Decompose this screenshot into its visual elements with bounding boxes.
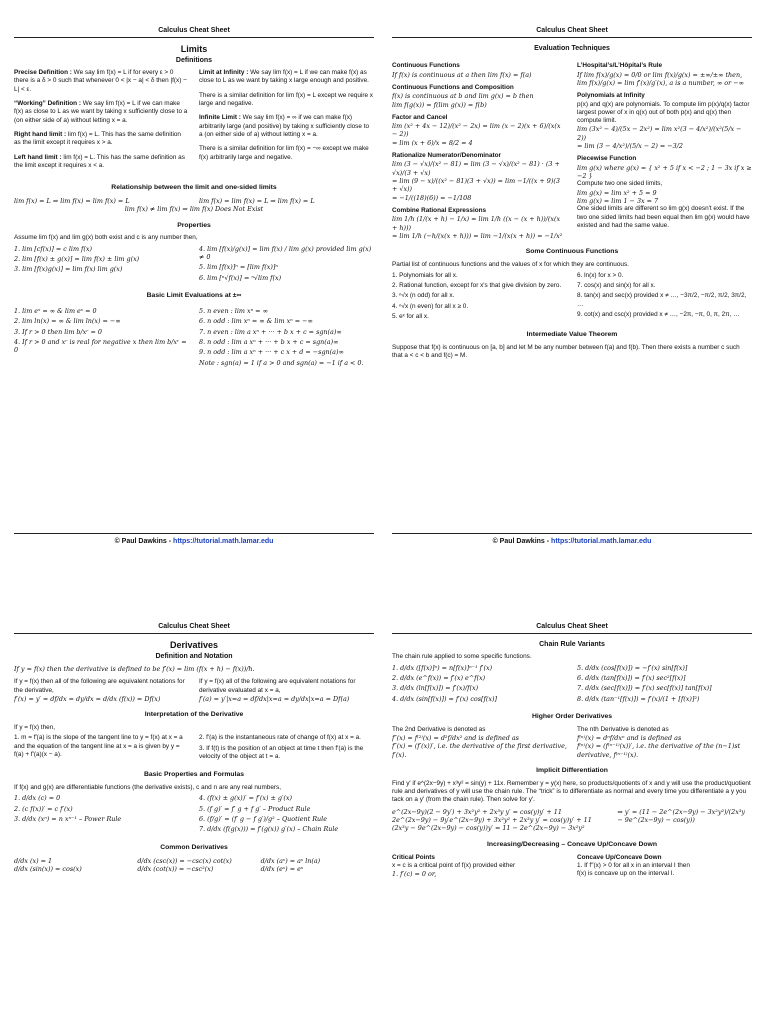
list-item: 5. (f g)′ = f′ g + f g′ – Product Rule <box>199 804 311 813</box>
section-heading: Implicit Differentiation <box>536 766 608 774</box>
subsection-heading: Concave Up/Concave Down <box>577 853 662 861</box>
list-item: 1. m = f′(a) is the slope of the tangent line to y = f(x) at x = a and the equation of the tangent line at x = a is given by y = f(a) + f′(a)(x − a). <box>14 734 183 758</box>
implicit-text: Find y′ if e^(2x−9y) + x³y² = sin(y) + 11x. Remember y = y(x) here, so products/quotients of x and y will use the product/quotient rule and derivatives of y will use the chain rule. The “trick” is to differentiate as normal and every time you differentiate a y you tack on a y′ (from the chain rule). Then solve for y′. <box>392 779 751 804</box>
continuous-list-intro: Partial list of continuous functions and the values of x for which they are continuous. <box>392 261 629 269</box>
nth-derivative-def: f⁽ⁿ⁾(x) = (f⁽ⁿ⁻¹⁾(x))′, i.e. the derivative of the (n−1)st derivative, f⁽ⁿ⁻¹⁾(x). <box>577 742 741 759</box>
implicit-eq: (2x³y − 9e^(2x−9y) − cos(y))y′ = 11 − 2e^(2x−9y) − 3x²y² <box>392 824 585 833</box>
rationalize-eq: = −1/((18)(6)) = −1/108 <box>392 193 472 202</box>
list-item: 8. d/dx (tan⁻¹[f(x)]) = f′(x)/(1 + [f(x)]²) <box>577 694 700 703</box>
composition-eq: lim f(g(x)) = f(lim g(x)) = f(b) <box>392 100 487 109</box>
list-item: 3. d/dx (ln[f(x)]) = f′(x)/f(x) <box>392 684 479 693</box>
implicit-result: ⇒ y′ = (11 − 2e^(2x−9y) − 3x²y²)/(2x³y − 9e^(2x−9y) − cos(y)) <box>617 807 745 825</box>
relationship-block: lim f(x) = L ⇒ lim f(x) = lim f(x) = L lim f(x) = lim f(x) = L ⇒ lim f(x) = L <box>14 196 315 205</box>
implicit-eq: 2e^(2x−9y) − 9y′e^(2x−9y) + 3x²y² + 2x³y y′ = cos(y)y′ + 11 <box>392 816 592 825</box>
page-title: Derivatives <box>169 640 219 651</box>
factor-eq: lim (x² + 4x − 12)/(x² − 2x) = lim (x − 2)(x + 6)/(x(x − 2)) <box>392 122 561 139</box>
subsection-heading: Critical Points <box>392 853 435 861</box>
section-heading: Increasing/Decreasing – Concave Up/Concave Down <box>487 840 657 848</box>
list-item: 7. d/dx (sec[f(x)]) = f′(x) sec[f(x)] tan[f(x)] <box>577 684 712 693</box>
list-item: 1. d/dx (c) = 0 <box>14 794 61 803</box>
basic-limits-list <box>14 305 374 369</box>
page-evaluation-techniques <box>392 26 752 546</box>
list-item: 4. ⁿ√x (n even) for all x ≥ 0. <box>392 302 469 310</box>
list-item: 3. ⁿ√x (n odd) for all x. <box>392 292 455 300</box>
continuous-text: If f(x) is continuous at a then lim f(x) = f(a) <box>392 70 532 79</box>
footer-link[interactable]: https://tutorial.math.lamar.edu <box>551 537 652 545</box>
list-item: 7. cos(x) and sin(x) for all x. <box>577 281 656 289</box>
infinite-limit: Infinite Limit : We say lim f(x) = ∞ if we can make f(x) arbitrarily large (and positive) by taking x sufficiently close to a (on either side of a) without letting x = a. <box>199 114 370 138</box>
polynomial-eq: = lim (3 − 4/x²)/(5/x − 2) = −3/2 <box>577 142 683 151</box>
page-title: Chain Rule Variants <box>539 641 605 649</box>
list-item: 5. lim [f(x)]ⁿ = [lim f(x)]ⁿ <box>199 263 278 272</box>
basic-properties-list <box>14 792 374 835</box>
notation-right-eq: f′(a) = y′|x=a = df/dx|x=a = dy/dx|x=a = Df(a) <box>199 694 350 703</box>
critical-text: x = c is a critical point of f(x) provided either <box>392 861 516 869</box>
rationalize-eq: lim (3 − √x)/(x² − 81) = lim (3 − √x)/(x² − 81) · (3 + √x)/(3 + √x) <box>392 160 560 177</box>
notation-right: If y = f(x) all of the following are equivalent notations for derivative evaluated at x = a, <box>199 678 356 694</box>
section-heading: Higher Order Derivatives <box>531 712 613 720</box>
list-item: d/dx (x) = 1 <box>14 856 53 865</box>
page-title: Evaluation Techniques <box>534 45 610 53</box>
list-item: d/dx (eˣ) = eˣ <box>260 864 304 873</box>
nth-derivative-eq: f⁽ⁿ⁾(x) = dⁿf/dxⁿ and is defined as <box>577 733 682 742</box>
list-item: 4. lim [f(x)/g(x)] = lim f(x) / lim g(x) provided lim g(x) ≠ 0 <box>199 244 372 262</box>
section-heading: Relationship between the limit and one-sided limits <box>111 184 277 192</box>
section-heading: Interpretation of the Derivative <box>144 711 244 719</box>
list-item: 3. If r > 0 then lim b/xʳ = 0 <box>14 327 102 336</box>
list-item: 1. f′(c) = 0 or, <box>392 870 437 879</box>
notation-left-eq: f′(x) = y′ = df/dx = dy/dx = d/dx (f(x)) = Df(x) <box>14 694 161 703</box>
chain-rule-intro: The chain rule applied to some specific functions. <box>392 653 532 661</box>
page-header: Calculus Cheat Sheet <box>392 622 752 634</box>
list-item: 6. (f/g)′ = (f′ g − f g′)/g² – Quotient Rule <box>199 815 328 824</box>
page-footer: © Paul Dawkins - https://tutorial.math.lamar.edu <box>392 533 752 546</box>
list-item: 5. d/dx (cos[f(x)]) = −f′(x) sin[f(x)] <box>577 663 688 672</box>
chain-rule-list <box>392 662 752 705</box>
left-hand-limit: Left hand limit : lim f(x) = L. This has the same definition as the limit except it requires x < a. <box>14 153 185 169</box>
list-item: 4. d/dx (sin[f(x)]) = f′(x) cos[f(x)] <box>392 694 497 703</box>
section-heading: Some Continuous Functions <box>525 248 619 256</box>
subsection-heading: Combine Rational Expressions <box>392 207 487 215</box>
subsection-heading: L’Hospital’s/L’Hôpital’s Rule <box>577 62 663 70</box>
piecewise-compute: Compute two one sided limits, <box>577 180 663 188</box>
interpretation-intro: If y = f(x) then, <box>14 724 56 732</box>
polynomial-text: p(x) and q(x) are polynomials. To compute lim p(x)/q(x) factor largest power of x in q(x) out of both p(x) and q(x) then compute limit. <box>577 100 750 125</box>
properties-list <box>14 243 374 284</box>
combine-eq: lim 1/h (1/(x + h) − 1/x) = lim 1/h ((x − (x + h))/(x(x + h))) <box>392 215 561 232</box>
composition-text: f(x) is continuous at b and lim g(x) = b then <box>392 92 534 101</box>
implicit-eq: e^(2x−9y)(2 − 9y′) + 3x²y² + 2x³y y′ = cos(y)y′ + 11 <box>392 807 562 816</box>
section-subtitle: Definition and Notation <box>155 652 233 660</box>
second-derivative-def: f″(x) = (f′(x))′, i.e. the derivative of the first derivative, f′(x). <box>392 742 567 759</box>
list-item: d/dx (csc(x)) = −csc(x) cot(x) <box>137 856 232 865</box>
list-item: 1. lim [cf(x)] = c lim f(x) <box>14 244 92 253</box>
right-hand-limit: Right hand limit : lim f(x) = L. This has the same definition as the limit except it requires x > a. <box>14 130 181 147</box>
basic-properties-intro: If f(x) and g(x) are differentiable functions (the derivative exists), c and n are any real numbers, <box>14 784 281 792</box>
notation-left: If y = f(x) then all of the following are equivalent notations for the derivative, <box>14 678 185 694</box>
continuous-list <box>392 270 752 324</box>
list-item: 1. Polynomials for all x. <box>392 271 458 279</box>
section-heading: Basic Properties and Formulas <box>143 771 245 779</box>
list-item: 7. n even : lim a xⁿ + ··· + b x + c = sgn(a)∞ <box>199 327 342 336</box>
relationship-dne: lim f(x) ≠ lim f(x) ⇒ lim f(x) Does Not Exist <box>124 205 264 214</box>
page-header: Calculus Cheat Sheet <box>14 26 374 38</box>
list-item: 2. lim [f(x) ± g(x)] = lim f(x) ± lim g(x) <box>14 255 140 264</box>
page-derivatives <box>14 622 374 1024</box>
list-item: 1. d/dx ([f(x)]ⁿ) = n[f(x)]ⁿ⁻¹ f′(x) <box>392 663 493 672</box>
page-title: Limits <box>180 44 208 55</box>
page-header: Calculus Cheat Sheet <box>392 26 752 38</box>
subsection-heading: Rationalize Numerator/Denominator <box>392 152 502 160</box>
ivt-text: Suppose that f(x) is continuous on [a, b] and let M be any number between f(a) and f(b). Then there exists a number c such that a < c < b and f(c) = M. <box>392 344 740 360</box>
list-item: d/dx (sin(x)) = cos(x) <box>14 864 82 873</box>
list-item: 9. cot(x) and csc(x) provided x ≠ …, −2π, −π, 0, π, 2π, … <box>577 310 740 318</box>
list-item: 8. tan(x) and sec(x) provided x ≠ …, −3π/2, −π/2, π/2, 3π/2, … <box>577 292 747 308</box>
list-item: 3. lim [f(x)g(x)] = lim f(x) lim g(x) <box>14 265 123 274</box>
list-item: 2. d/dx (e^f(x)) = f′(x) e^f(x) <box>392 673 486 682</box>
piecewise-eq: lim g(x) = lim x² + 5 = 9 <box>577 188 657 197</box>
polynomial-eq: lim (3x² − 4)/(5x − 2x²) = lim x²(3 − 4/x²)/(x²(5/x − 2)) <box>577 125 742 142</box>
subsection-heading: Continuous Functions and Composition <box>392 83 514 91</box>
precise-definition: Precise Definition : We say lim f(x) = L if for every ε > 0 there is a δ > 0 such that whenever 0 < |x − a| < δ then |f(x) − L| < ε. <box>14 68 187 93</box>
section-heading: Intermediate Value Theorem <box>526 331 618 339</box>
sign-note: Note : sgn(a) = 1 if a > 0 and sgn(a) = −1 if a < 0. <box>199 358 364 367</box>
list-item: 6. lim [ⁿ√f(x)] = ⁿ√lim f(x) <box>199 273 282 282</box>
subsection-heading: Piecewise Function <box>577 155 637 163</box>
list-item: f(x) is concave up on the interval I. <box>577 870 675 878</box>
common-derivatives <box>14 857 374 865</box>
list-item: 8. n odd : lim a xⁿ + ··· + b x + c = sgn(a)∞ <box>199 337 339 346</box>
infinite-limit-similar: There is a similar definition for lim f(x) = −∞ except we make f(x) arbitrarily large and negative. <box>199 145 369 161</box>
list-item: 6. n odd : lim xⁿ = ∞ & lim xⁿ = −∞ <box>199 317 313 326</box>
rationalize-eq: = lim (9 − x)/((x² − 81)(3 + √x)) = lim −1/((x + 9)(3 + √x)) <box>392 177 560 194</box>
list-item: 7. d/dx (f(g(x))) = f′(g(x)) g′(x) – Chain Rule <box>199 825 339 834</box>
section-heading: Common Derivatives <box>160 843 228 851</box>
subsection-heading: Continuous Functions <box>392 62 460 70</box>
section-heading: Basic Limit Evaluations at ±∞ <box>146 292 242 300</box>
second-derivative-eq: f″(x) = f⁽²⁾(x) = d²f/dx² and is defined as <box>392 733 519 742</box>
list-item: d/dx (aˣ) = aˣ ln(a) <box>260 856 321 865</box>
working-definition: “Working” Definition : We say lim f(x) = L if we can make f(x) as close to L as we want by taking x sufficiently close to a (on either side of a) without letting x = a. <box>14 99 188 124</box>
list-item: 6. ln(x) for x > 0. <box>577 271 624 279</box>
page-footer: © Paul Dawkins - https://tutorial.math.lamar.edu <box>14 533 374 546</box>
list-item: 3. d/dx (xⁿ) = n xⁿ⁻¹ – Power Rule <box>14 815 122 824</box>
list-item: 5. eˣ for all x. <box>392 312 429 320</box>
properties-intro: Assume lim f(x) and lim g(x) both exist and c is any number then, <box>14 234 198 242</box>
list-item: 2. (c f(x))′ = c f′(x) <box>14 804 73 813</box>
nth-derivative-text: The nth Derivative is denoted as <box>577 725 669 733</box>
limit-at-infinity: Limit at Infinity : We say lim f(x) = L if we can make f(x) as close to L as we want by taking x large enough and positive. <box>199 68 369 85</box>
lhospital-text: lim f(x)/g(x) = lim f′(x)/g′(x), a is a number, ∞ or −∞ <box>577 78 744 87</box>
piecewise-text: lim g(x) where g(x) = { x² + 5 if x < −2 ; 1 − 3x if x ≥ −2 } <box>577 163 752 181</box>
section-heading: Properties <box>177 221 211 229</box>
piecewise-eq: lim g(x) = lim 1 − 3x = 7 <box>577 197 659 206</box>
section-subtitle: Definitions <box>175 56 213 64</box>
page-header: Calculus Cheat Sheet <box>14 622 374 634</box>
common-derivatives <box>14 865 374 873</box>
list-item: 3. If f(t) is the position of an object at time t then f′(a) is the velocity of the object at t = a. <box>199 744 364 760</box>
limit-at-infinity-similar: There is a similar definition for lim f(x) = L except we require x large and negative. <box>199 91 373 107</box>
subsection-heading: Polynomials at Infinity <box>577 92 645 100</box>
combine-eq: = lim 1/h (−h/(x(x + h))) = lim −1/(x(x + h)) = −1/x² <box>392 232 563 241</box>
list-item: 9. n odd : lim a xⁿ + ··· + c x + d = −sgn(a)∞ <box>199 348 344 357</box>
second-derivative-text: The 2nd Derivative is denoted as <box>392 725 486 733</box>
piecewise-note: One sided limits are different so lim g(x) doesn't exist. If the two one sided limits had been equal then lim g(x) would have existed and had the same value. <box>577 205 750 230</box>
page-chain-rule <box>392 622 752 1024</box>
list-item: 1. lim eˣ = ∞ & lim eˣ = 0 <box>14 306 97 315</box>
list-item: 6. d/dx (tan[f(x)]) = f′(x) sec²[f(x)] <box>577 673 686 682</box>
list-item: d/dx (cot(x)) = −csc²(x) <box>137 864 214 873</box>
list-item: 2. Rational function, except for x's that give division by zero. <box>392 281 562 289</box>
list-item: 4. (f(x) ± g(x))′ = f′(x) ± g′(x) <box>199 794 292 803</box>
footer-link[interactable]: https://tutorial.math.lamar.edu <box>173 537 274 545</box>
page-limits <box>14 26 374 546</box>
list-item: 5. n even : lim xⁿ = ∞ <box>199 306 268 315</box>
lhospital-text: If lim f(x)/g(x) = 0/0 or lim f(x)/g(x) = ±∞/±∞ then, <box>577 70 743 79</box>
list-item: 1. If f″(x) > 0 for all x in an interval I then <box>577 861 690 869</box>
subsection-heading: Factor and Cancel <box>392 113 448 121</box>
list-item: 2. f′(a) is the instantaneous rate of change of f(x) at x = a. <box>199 734 361 742</box>
list-item: 4. If r > 0 and xʳ is real for negative x then lim b/xʳ = 0 <box>14 337 187 355</box>
factor-eq: = lim (x + 6)/x = 8/2 = 4 <box>392 138 473 147</box>
list-item: 2. lim ln(x) = ∞ & lim ln(x) = −∞ <box>14 317 121 326</box>
derivative-definition: If y = f(x) then the derivative is defined to be f′(x) = lim (f(x + h) − f(x))/h. <box>14 664 255 673</box>
